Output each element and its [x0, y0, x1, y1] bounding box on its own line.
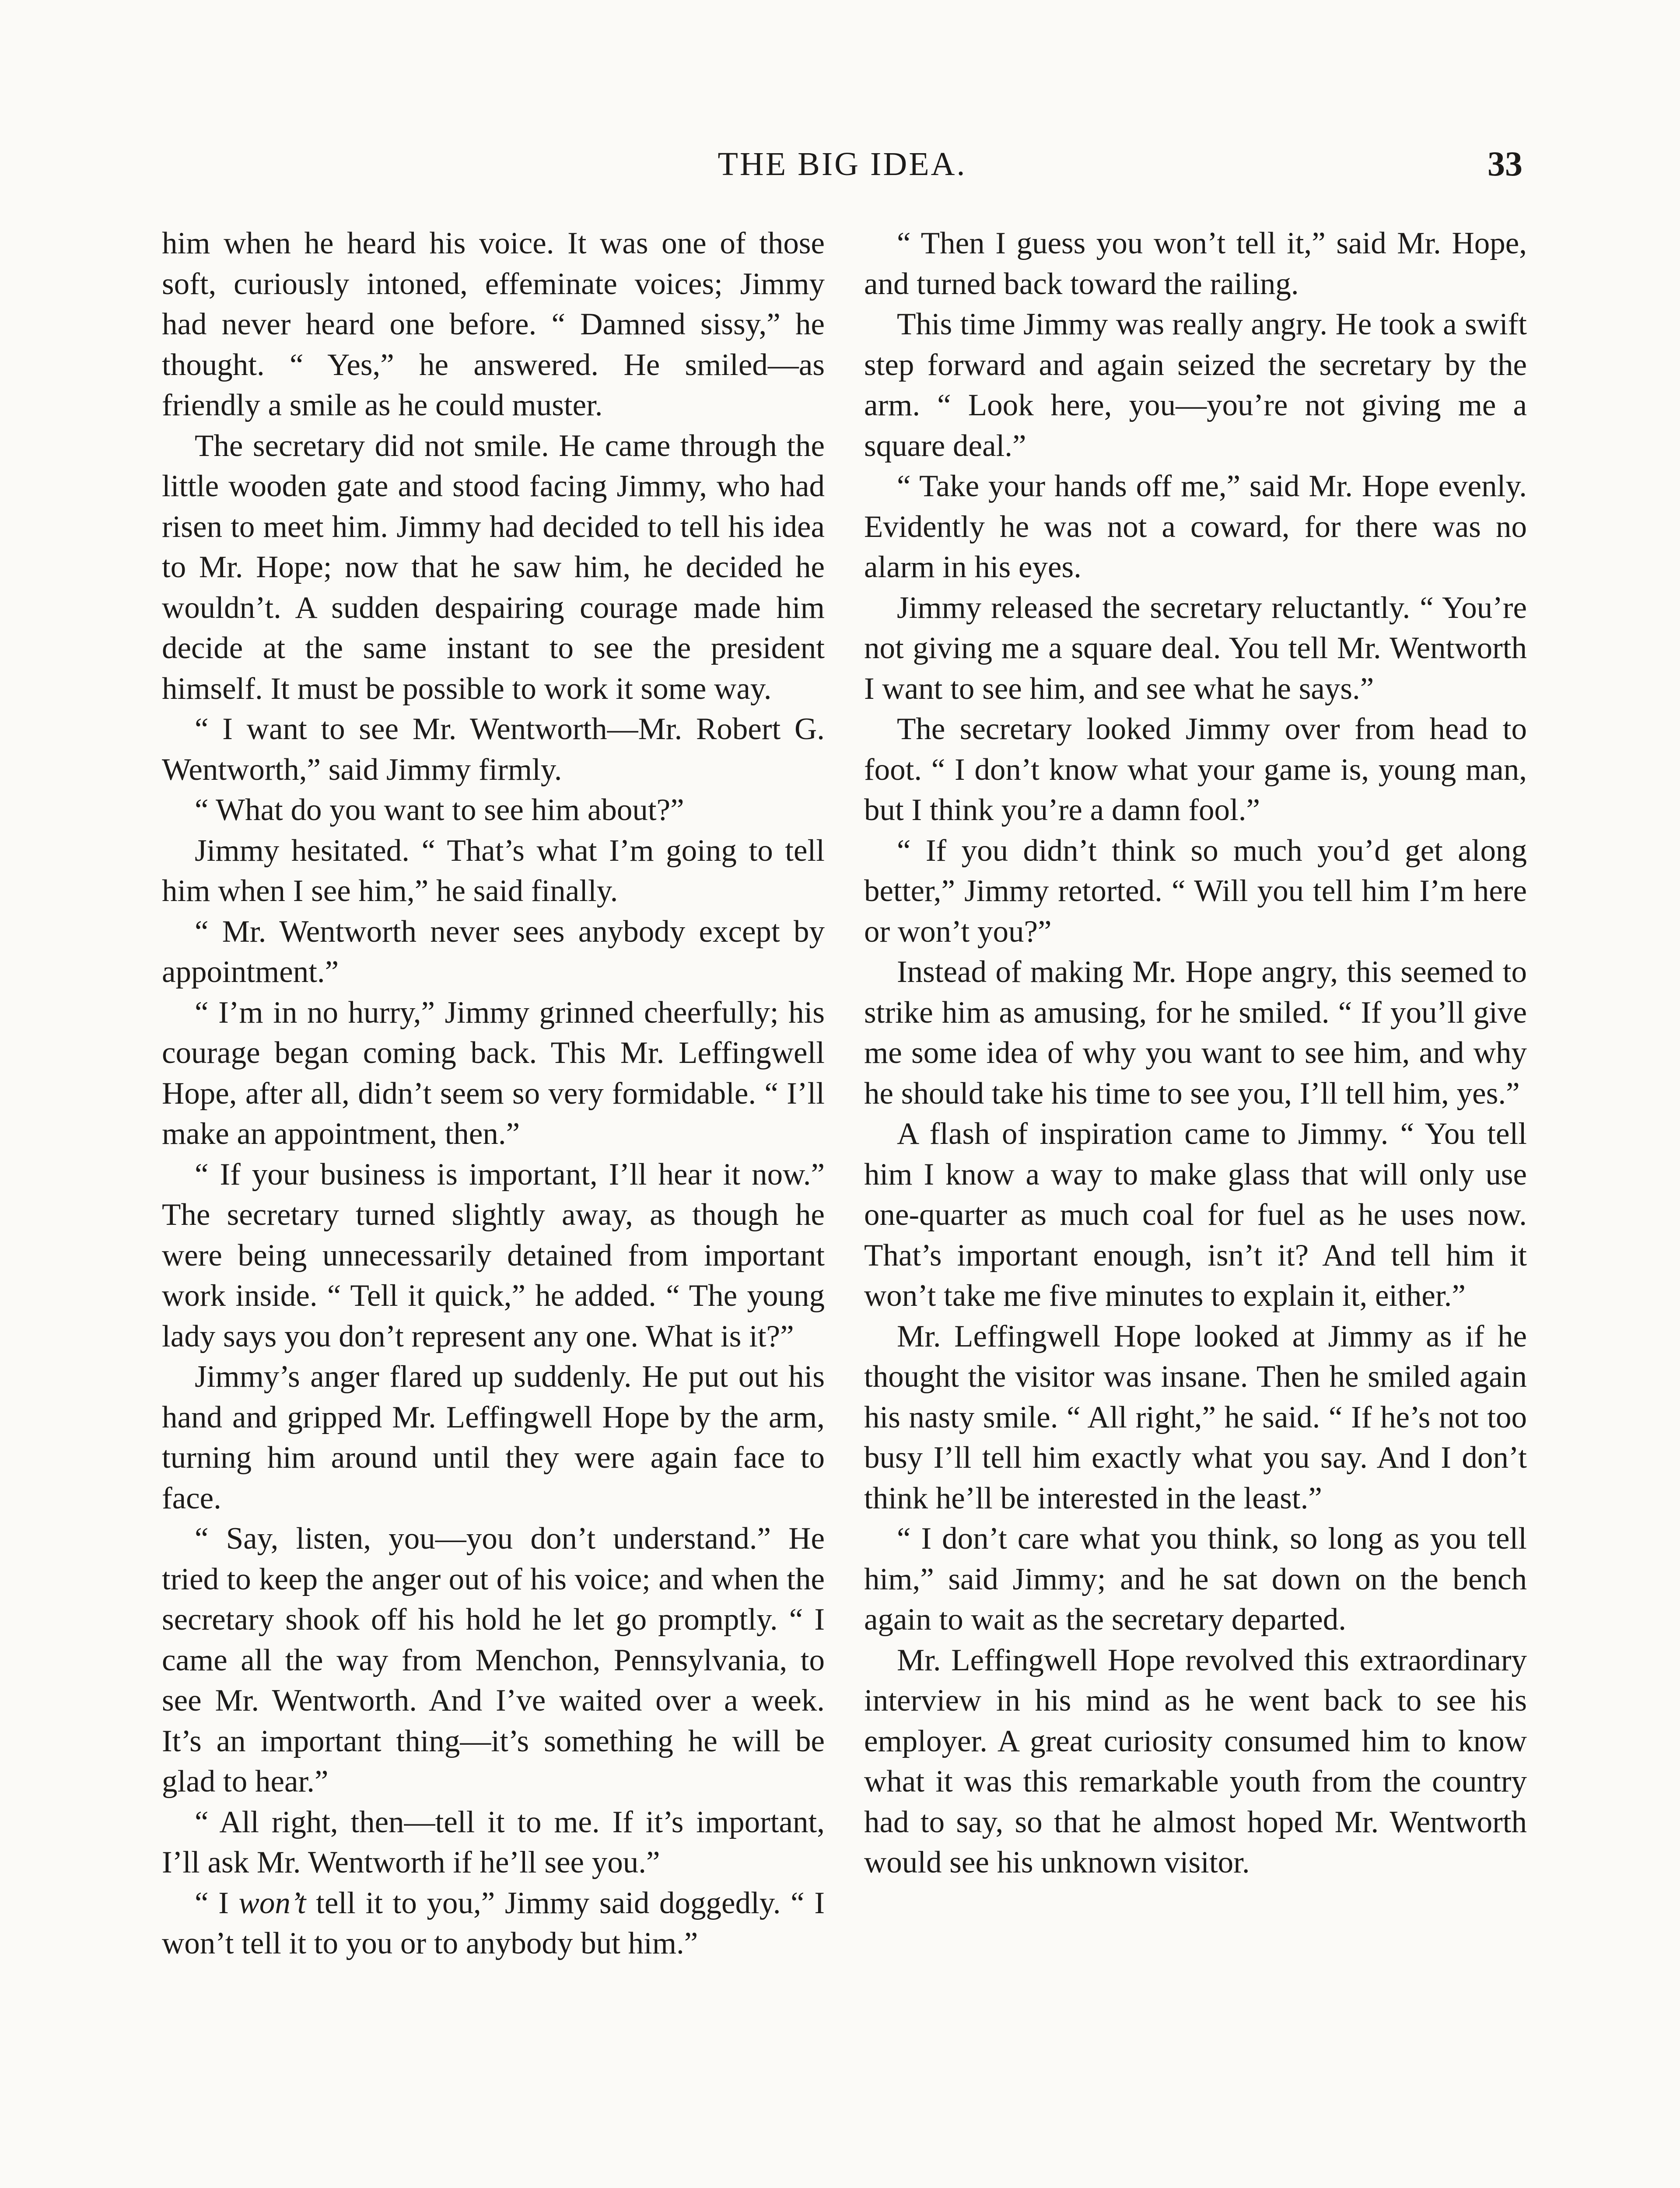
paragraph: “ If you didn’t think so much you’d get along better,” Jimmy retorted. “ Will you tell him I’m here or won’t you?”	[864, 833, 1527, 949]
paragraph: “ I’m in no hurry,” Jimmy grinned cheerfully; his courage began coming back. This Mr. Leffingwell Hope, after all, didn’t seem so very formidable. “ I’ll make an appointment, then.”	[162, 995, 825, 1151]
paragraph: “ Take your hands off me,” said Mr. Hope evenly. Evidently he was not a coward, for there was no alarm in his eyes.	[864, 469, 1527, 584]
paragraph: Instead of making Mr. Hope angry, this seemed to strike him as amusing, for he smiled. “ If you’ll give me some idea of why you want to see him, and why he should take his time to see you, I’ll tell him, yes.”	[864, 955, 1527, 1111]
paragraph: The secretary did not smile. He came through the little wooden gate and stood facing Jimmy, who had risen to meet him. Jimmy had decided to tell his idea to Mr. Hope; now that he saw him, he decided he wouldn’t. A sudden despairing courage made him decide at the same instant to see the president himself. It must be possible to work it some way.	[162, 428, 825, 706]
paragraph: “ I don’t care what you think, so long as you tell him,” said Jimmy; and he sat down on the bench again to wait as the secretary departed.	[864, 1522, 1527, 1637]
paragraph: A flash of inspiration came to Jimmy. “ You tell him I know a way to make glass that will only use one-quarter as much coal for fuel as he uses now. That’s important enough, isn’t it? And tell him it won’t take me five minutes to explain it, either.”	[864, 1117, 1527, 1313]
paragraph: This time Jimmy was really angry. He took a swift step forward and again seized the secretary by the arm. “ Look here, you—you’re not giving me a square deal.”	[864, 307, 1527, 463]
paragraph: “ I want to see Mr. Wentworth—Mr. Robert G. Wentworth,” said Jimmy firmly.	[162, 712, 825, 787]
paragraph: Jimmy released the secretary reluctantly. “ You’re not giving me a square deal. You tell Mr. Wentworth I want to see him, and see what he says.”	[864, 590, 1527, 706]
paragraph: “ All right, then—tell it to me. If it’s important, I’ll ask Mr. Wentworth if he’ll see you.”	[162, 1805, 825, 1879]
running-head	[162, 140, 1522, 188]
paragraph: “ Say, listen, you—you don’t understand.” He tried to keep the anger out of his voice; and when the secretary shook off his hold he let go promptly. “ I came all the way from Menchon, Pennsylvania, to see Mr. Wentworth. And I’ve waited over a week. It’s an important thing—it’s something he will be glad to hear.”	[162, 1522, 825, 1799]
page-number: 33	[1488, 145, 1522, 183]
paragraph: “ Then I guess you won’t tell it,” said Mr. Hope, and turned back toward the railing.	[864, 226, 1527, 301]
paragraph: Jimmy’s anger flared up suddenly. He put out his hand and gripped Mr. Leffingwell Hope by the arm, turning him around until they were again face to face.	[162, 1360, 825, 1515]
paragraph: Mr. Leffingwell Hope looked at Jimmy as if he thought the visitor was insane. Then he smiled again his nasty smile. “ All right,” he said. “ If he’s not too busy I’ll tell him exactly what you say. And I don’t think he’ll be interested in the least.”	[864, 1319, 1527, 1515]
paragraph: “ If your business is important, I’ll hear it now.” The secretary turned slightly away, as though he were being unnecessarily detained from important work inside. “ Tell it quick,” he added. “ The young lady says you don’t represent any one. What is it?”	[162, 1157, 825, 1353]
running-title: THE BIG IDEA.	[718, 146, 967, 182]
paragraph: Mr. Leffingwell Hope revolved this extraordinary interview in his mind as he went back to see his employer. A great curiosity consumed him to know what it was this remarkable youth from the country had to say, so that he almost hoped Mr. Wentworth would see his unknown visitor.	[864, 1643, 1527, 1879]
emphasized-word: won’t	[238, 1886, 306, 1920]
paragraph: Jimmy hesitated. “ That’s what I’m going to tell him when I see him,” he said finally.	[162, 833, 825, 908]
paragraph: The secretary looked Jimmy over from head to foot. “ I don’t know what your game is, young man, but I think you’re a damn fool.”	[864, 712, 1527, 827]
paragraph: “ Mr. Wentworth never sees anybody except by appointment.”	[162, 914, 825, 989]
paragraph: him when he heard his voice. It was one of those soft, curiously intoned, effeminate voices; Jimmy had never heard one before. “ Damned sissy,” he thought. “ Yes,” he answered. He smiled—as friendly a smile as he could muster.	[162, 226, 825, 422]
text-column-left	[162, 223, 825, 1964]
paragraph: “ What do you want to see him about?”	[195, 793, 684, 827]
paragraph-with-emphasis: “ I won’t tell it to you,” Jimmy said doggedly. “ I won’t tell it to you or to anybody but him.”	[162, 1886, 825, 1960]
text-column-right	[864, 223, 1527, 1883]
